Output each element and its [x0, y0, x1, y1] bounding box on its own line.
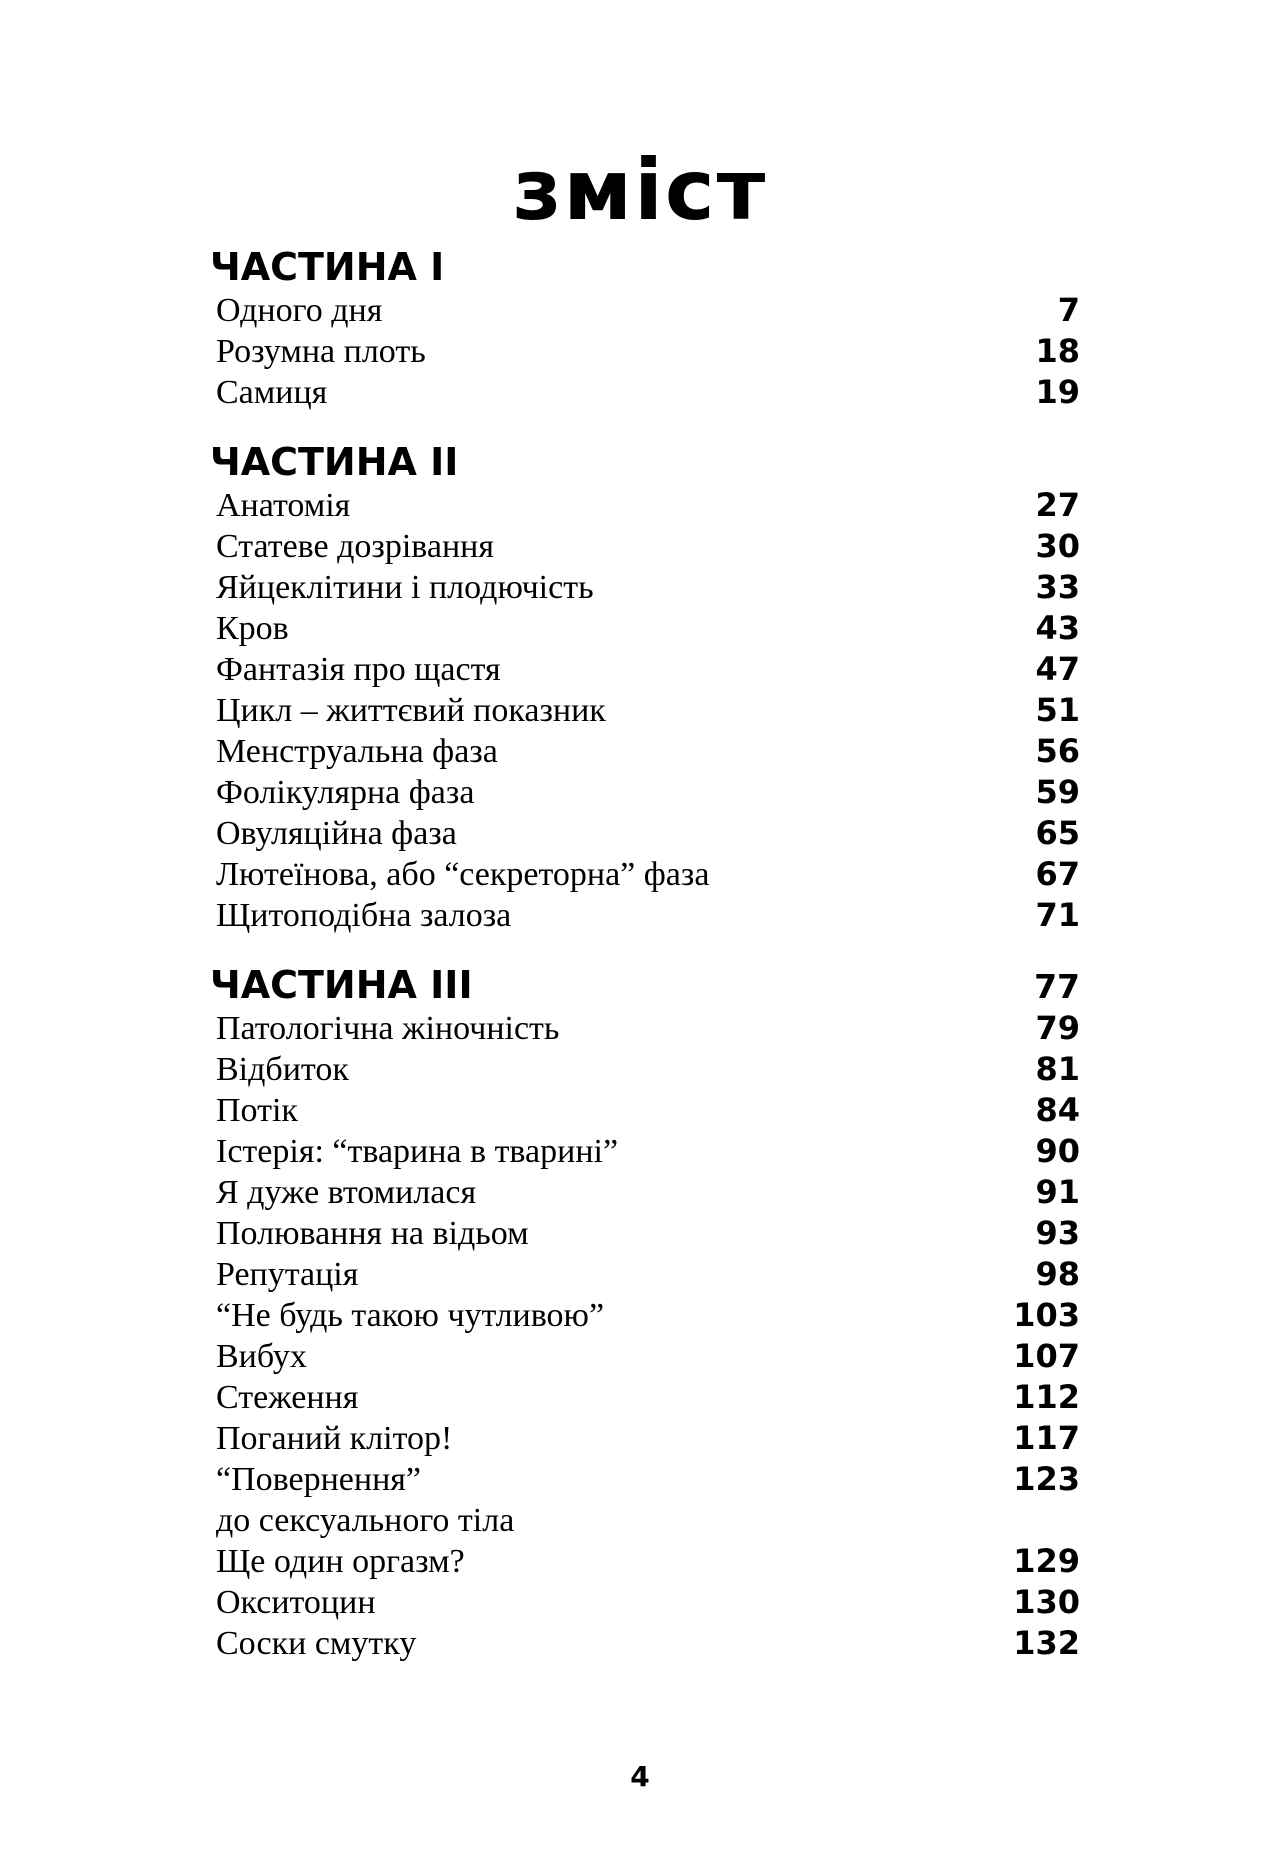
toc-entry-page: 7 [1057, 291, 1080, 329]
toc-entry [210, 1090, 1080, 1131]
toc-entry-page: 18 [1035, 332, 1080, 370]
toc-entry-title: Поганий клітор! [216, 1420, 453, 1457]
toc-entry [210, 1377, 1080, 1418]
toc-entry-title: Анатомія [216, 487, 351, 524]
toc-entry [210, 690, 1080, 731]
toc-section [210, 244, 1080, 413]
page-title: зміст [512, 141, 768, 239]
toc-entry-page: 117 [1013, 1419, 1080, 1457]
toc-entry-page: 93 [1035, 1214, 1080, 1252]
toc-entry-title: Окситоцин [216, 1584, 376, 1621]
toc-entry [210, 1131, 1080, 1172]
toc-entry-title: “Повернення” до сексуального тіла [216, 1461, 515, 1539]
toc-entry-title: Овуляційна фаза [216, 815, 457, 852]
toc-entry-title: Вибух [216, 1338, 307, 1375]
toc-entry-title: Ще один оргазм? [216, 1543, 465, 1580]
toc-entry-page: 30 [1035, 527, 1080, 565]
toc-entry [210, 567, 1080, 608]
toc-entry-page: 43 [1035, 609, 1080, 647]
toc-entry-title: Я дуже втомилася [216, 1174, 477, 1211]
toc-entry-title: Соски смутку [216, 1625, 417, 1662]
toc-entry-page: 112 [1013, 1378, 1080, 1416]
toc-section [210, 439, 1080, 936]
toc-entry-title: Фолікулярна фаза [216, 774, 475, 811]
toc-entry [210, 1541, 1080, 1582]
toc-entry-page: 47 [1035, 650, 1080, 688]
toc-entry-page: 27 [1035, 486, 1080, 524]
toc-entry [210, 290, 1080, 331]
toc-entry-title: Істерія: “тварина в тварині” [216, 1133, 619, 1170]
section-heading [210, 439, 1080, 485]
toc-entry-page: 90 [1035, 1132, 1080, 1170]
toc-entry [210, 731, 1080, 772]
toc-entry-page: 130 [1013, 1583, 1080, 1621]
toc-entry-page: 84 [1035, 1091, 1080, 1129]
toc-entry [210, 1172, 1080, 1213]
toc-entry [210, 526, 1080, 567]
toc-entry [210, 895, 1080, 936]
toc-section [210, 962, 1080, 1664]
toc-entry-title: Полювання на відьом [216, 1215, 529, 1252]
toc-entry-title: Щитоподібна залоза [216, 897, 512, 934]
section-heading [210, 244, 1080, 290]
toc-entry-page: 59 [1035, 773, 1080, 811]
toc-entry-title: “Не будь такою чутливою” [216, 1297, 605, 1334]
toc-entry-title: Менструальна фаза [216, 733, 498, 770]
toc-entry [210, 1623, 1080, 1664]
toc-entry-title: Відбиток [216, 1051, 349, 1088]
toc-entry-page: 132 [1013, 1624, 1080, 1662]
toc-entry-title: Потік [216, 1092, 298, 1129]
toc-entry-page: 81 [1035, 1050, 1080, 1088]
toc-entry-page: 51 [1035, 691, 1080, 729]
toc-entry [210, 1049, 1080, 1090]
toc-entry-title: Цикл – життєвий показник [216, 692, 606, 729]
toc-entry-page: 129 [1013, 1542, 1080, 1580]
toc-entry [210, 1008, 1080, 1049]
toc-entry-page: 56 [1035, 732, 1080, 770]
toc-entry-title: Розумна плоть [216, 333, 426, 370]
toc-entry [210, 1582, 1080, 1623]
toc-entry-page: 19 [1035, 373, 1080, 411]
toc-entry-title: Одного дня [216, 292, 383, 329]
toc-entry-title: Патологічна жіночність [216, 1010, 560, 1047]
toc-entry-page: 79 [1035, 1009, 1080, 1047]
toc-entry [210, 608, 1080, 649]
toc-entry-title: Кров [216, 610, 289, 647]
toc-entry-title: Статеве дозрівання [216, 528, 495, 565]
toc-entry-page: 107 [1013, 1337, 1080, 1375]
section-heading-label: ЧАСТИНА ІІІ [210, 963, 473, 1007]
toc-entry-title: Стеження [216, 1379, 359, 1416]
toc-entry-page: 123 [1013, 1460, 1080, 1498]
toc-entry [210, 331, 1080, 372]
toc-entry-page: 67 [1035, 855, 1080, 893]
section-heading-label: ЧАСТИНА ІІ [210, 440, 459, 484]
toc-entry-page: 71 [1035, 896, 1080, 934]
page-number: 4 [630, 1760, 650, 1793]
toc-entry [210, 649, 1080, 690]
toc-entry-page: 98 [1035, 1255, 1080, 1293]
toc-entry-title: Фантазія про щастя [216, 651, 501, 688]
toc-entry-title: Репутація [216, 1256, 359, 1293]
toc-entry-page: 91 [1035, 1173, 1080, 1211]
section-page-number: 77 [1034, 967, 1080, 1006]
toc-entry-title: Яйцеклітини і плодючість [216, 569, 594, 606]
toc-entry-title: Самиця [216, 374, 328, 411]
toc-entry [210, 1336, 1080, 1377]
toc-entry [210, 1459, 1080, 1541]
toc-entry [210, 1295, 1080, 1336]
toc-entry [210, 772, 1080, 813]
toc-entry [210, 1418, 1080, 1459]
toc-entry [210, 1254, 1080, 1295]
toc-entry [210, 372, 1080, 413]
toc-entry-page: 65 [1035, 814, 1080, 852]
table-of-contents [210, 244, 1080, 1690]
section-heading-label: ЧАСТИНА І [210, 245, 445, 289]
section-heading [210, 962, 1080, 1008]
toc-entry [210, 485, 1080, 526]
toc-entry-page: 103 [1013, 1296, 1080, 1334]
toc-entry-page: 33 [1035, 568, 1080, 606]
toc-entry [210, 854, 1080, 895]
toc-entry [210, 1213, 1080, 1254]
toc-entry [210, 813, 1080, 854]
toc-entry-title: Лютеїнова, або “секреторна” фаза [216, 856, 710, 893]
